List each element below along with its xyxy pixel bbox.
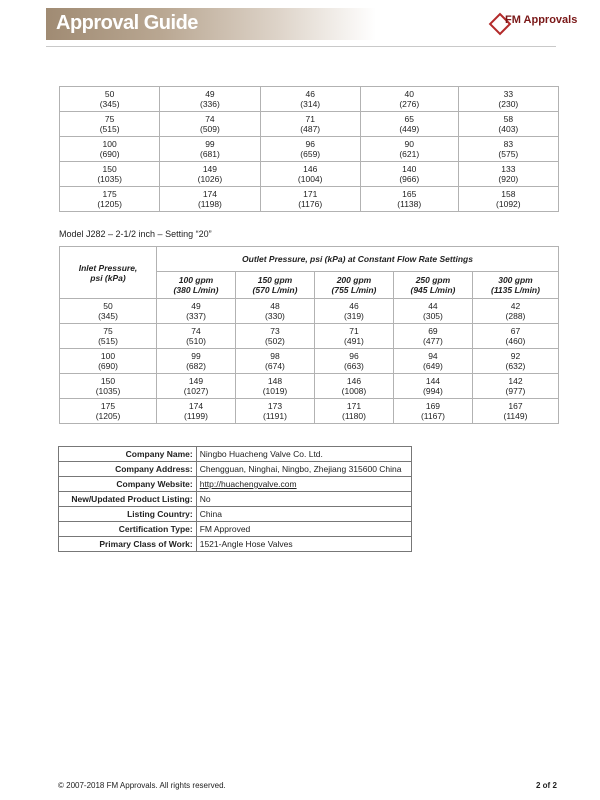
outlet-pressure-cell: 146 (1008) [314, 374, 393, 399]
info-label: Primary Class of Work: [59, 537, 197, 552]
table-cell: 75 (515) [60, 112, 160, 137]
logo-text: FM Approvals [505, 14, 578, 26]
table-row [60, 349, 559, 374]
info-label: Company Website: [59, 477, 197, 492]
table-cell: 149 (1026) [160, 162, 260, 187]
outlet-pressure-cell: 94 (649) [393, 349, 472, 374]
table-cell: 158 (1092) [458, 187, 558, 212]
outlet-pressure-cell: 173 (1191) [235, 399, 314, 424]
info-label: Company Name: [59, 447, 197, 462]
table-caption: Model J282 – 2-1/2 inch – Setting “20” [59, 229, 212, 239]
table-cell: 33 (230) [458, 87, 558, 112]
pressure-table-2 [59, 246, 559, 424]
company-website-link[interactable]: http://huachengvalve.com [199, 479, 297, 489]
info-label: New/Updated Product Listing: [59, 492, 197, 507]
flow-rate-header: 100 gpm (380 L/min) [157, 272, 236, 299]
table-row [60, 299, 559, 324]
outlet-pressure-cell: 96 (663) [314, 349, 393, 374]
info-value: FM Approved [196, 522, 411, 537]
table-row [60, 162, 559, 187]
copyright-notice: © 2007-2018 FM Approvals. All rights reserved. [58, 781, 226, 790]
table-cell: 99 (681) [160, 137, 260, 162]
outlet-pressure-cell: 149 (1027) [157, 374, 236, 399]
table-row [60, 137, 559, 162]
table-cell: 174 (1198) [160, 187, 260, 212]
header-divider [46, 46, 556, 47]
inlet-pressure-cell: 150 (1035) [60, 374, 157, 399]
table-cell: 71 (487) [260, 112, 360, 137]
info-row [59, 537, 412, 552]
info-row [59, 462, 412, 477]
table-cell: 46 (314) [260, 87, 360, 112]
table-row [60, 187, 559, 212]
info-row [59, 492, 412, 507]
table-cell: 90 (621) [360, 137, 458, 162]
inlet-pressure-cell: 50 (345) [60, 299, 157, 324]
flow-rate-header: 150 gpm (570 L/min) [235, 272, 314, 299]
table-row [60, 87, 559, 112]
info-value: Chengguan, Ninghai, Ningbo, Zhejiang 315600 China [196, 462, 411, 477]
info-value: China [196, 507, 411, 522]
table-row [60, 112, 559, 137]
outlet-pressure-cell: 73 (502) [235, 324, 314, 349]
table-cell: 175 (1205) [60, 187, 160, 212]
table-cell: 96 (659) [260, 137, 360, 162]
pressure-table-1 [59, 86, 559, 212]
outlet-pressure-cell: 174 (1199) [157, 399, 236, 424]
table-cell: 58 (403) [458, 112, 558, 137]
inlet-pressure-cell: 100 (690) [60, 349, 157, 374]
outlet-pressure-cell: 69 (477) [393, 324, 472, 349]
table-cell: 74 (509) [160, 112, 260, 137]
outlet-pressure-cell: 92 (632) [472, 349, 558, 374]
table-cell: 146 (1004) [260, 162, 360, 187]
info-label: Certification Type: [59, 522, 197, 537]
inlet-pressure-cell: 75 (515) [60, 324, 157, 349]
outlet-pressure-cell: 71 (491) [314, 324, 393, 349]
table-row [60, 399, 559, 424]
info-row [59, 507, 412, 522]
outlet-pressure-cell: 169 (1167) [393, 399, 472, 424]
page-title: Approval Guide [56, 12, 198, 34]
outlet-pressure-cell: 148 (1019) [235, 374, 314, 399]
outlet-pressure-cell: 48 (330) [235, 299, 314, 324]
info-value [196, 477, 411, 492]
table-cell: 40 (276) [360, 87, 458, 112]
table-row [60, 374, 559, 399]
outlet-pressure-cell: 99 (682) [157, 349, 236, 374]
table-cell: 83 (575) [458, 137, 558, 162]
outlet-pressure-cell: 46 (319) [314, 299, 393, 324]
outlet-pressure-cell: 98 (674) [235, 349, 314, 374]
inlet-pressure-cell: 175 (1205) [60, 399, 157, 424]
inlet-pressure-header: Inlet Pressure, psi (kPa) [60, 247, 157, 299]
info-row [59, 522, 412, 537]
table-cell: 140 (966) [360, 162, 458, 187]
outlet-pressure-cell: 142 (977) [472, 374, 558, 399]
company-info-table [58, 446, 412, 552]
info-label: Company Address: [59, 462, 197, 477]
info-value: Ningbo Huacheng Valve Co. Ltd. [196, 447, 411, 462]
table-cell: 150 (1035) [60, 162, 160, 187]
page-number: 2 of 2 [536, 781, 557, 790]
outlet-pressure-cell: 67 (460) [472, 324, 558, 349]
info-value: 1521-Angle Hose Valves [196, 537, 411, 552]
table-cell: 65 (449) [360, 112, 458, 137]
outlet-pressure-cell: 167 (1149) [472, 399, 558, 424]
table-cell: 171 (1176) [260, 187, 360, 212]
info-value: No [196, 492, 411, 507]
table-cell: 49 (336) [160, 87, 260, 112]
table-cell: 100 (690) [60, 137, 160, 162]
table-cell: 50 (345) [60, 87, 160, 112]
outlet-pressure-cell: 49 (337) [157, 299, 236, 324]
table-cell: 133 (920) [458, 162, 558, 187]
info-row [59, 447, 412, 462]
flow-rate-header: 250 gpm (945 L/min) [393, 272, 472, 299]
flow-rate-header: 200 gpm (755 L/min) [314, 272, 393, 299]
info-label: Listing Country: [59, 507, 197, 522]
outlet-pressure-header: Outlet Pressure, psi (kPa) at Constant Flow Rate Settings [157, 247, 559, 272]
fm-approvals-logo [492, 14, 578, 34]
outlet-pressure-cell: 74 (510) [157, 324, 236, 349]
table-row [60, 324, 559, 349]
flow-rate-header: 300 gpm (1135 L/min) [472, 272, 558, 299]
info-row [59, 477, 412, 492]
outlet-pressure-cell: 42 (288) [472, 299, 558, 324]
table-cell: 165 (1138) [360, 187, 458, 212]
outlet-pressure-cell: 144 (994) [393, 374, 472, 399]
outlet-pressure-cell: 171 (1180) [314, 399, 393, 424]
outlet-pressure-cell: 44 (305) [393, 299, 472, 324]
